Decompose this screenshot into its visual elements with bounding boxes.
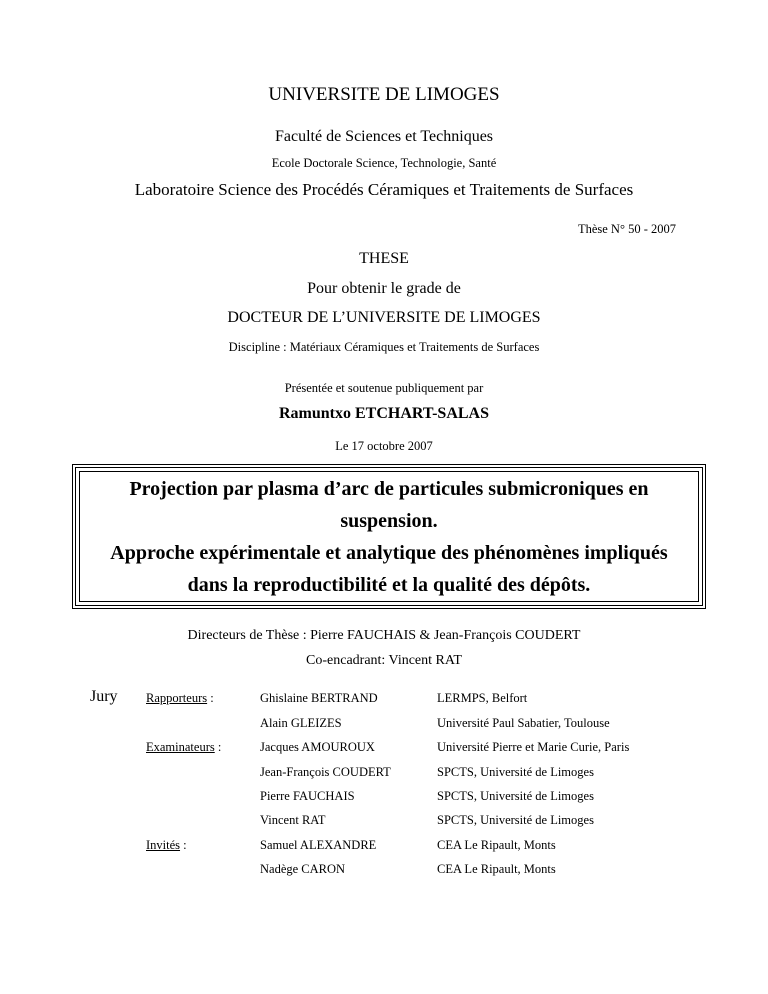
co-supervisor: Co-encadrant: Vincent RAT [306,653,462,668]
jury-role: Rapporteurs [146,691,208,705]
jury-member-name: Nadège CARON [260,862,346,876]
jury-role: Examinateurs [146,740,215,754]
thesis-title-line-2: suspension. [340,510,438,532]
jury-member-affiliation: LERMPS, Belfort [437,691,528,705]
jury-member-affiliation: SPCTS, Université de Limoges [437,813,594,827]
jury-member-affiliation: Université Pierre et Marie Curie, Paris [437,740,630,754]
thesis-title-line-1: Projection par plasma d’arc de particules submicroniques en [129,478,649,500]
faculty-name: Faculté de Sciences et Techniques [274,128,494,145]
thesis-directors: Directeurs de Thèse : Pierre FAUCHAIS & Jean-François COUDERT [187,628,581,643]
jury-member-affiliation: CEA Le Ripault, Monts [437,838,556,852]
degree-title: DOCTEUR DE L’UNIVERSITE DE LIMOGES [227,309,541,326]
jury-member-name: Alain GLEIZES [260,716,342,730]
author-name: Ramuntxo ETCHART-SALAS [278,405,489,422]
thesis-title-line-3: Approche expérimentale et analytique des phénomènes impliqués [110,542,668,564]
jury-member-name: Ghislaine BERTRAND [260,691,378,705]
doctoral-school: Ecole Doctorale Science, Technologie, Santé [271,156,497,170]
degree-intro: Pour obtenir le grade de [307,280,461,297]
defense-date: Le 17 octobre 2007 [335,439,433,453]
presented-by: Présentée et soutenue publiquement par [284,381,484,395]
jury-member-name: Samuel ALEXANDRE [260,838,377,852]
jury-role-separator: : [207,691,214,705]
jury-member-affiliation: CEA Le Ripault, Monts [437,862,556,876]
jury-member-name: Vincent RAT [260,813,326,827]
university-name: UNIVERSITE DE LIMOGES [268,84,500,105]
jury-label: Jury [90,688,118,705]
thesis-label: THESE [359,250,409,267]
jury-role-separator: : [180,838,187,852]
jury-member-name: Jean-François COUDERT [260,765,391,779]
discipline: Discipline : Matériaux Céramiques et Traitements de Surfaces [228,340,540,354]
laboratory-name: Laboratoire Science des Procédés Céramiques et Traitements de Surfaces [134,180,634,199]
jury-role: Invités [146,838,181,852]
jury-member-affiliation: SPCTS, Université de Limoges [437,765,594,779]
thesis-title-line-4: dans la reproductibilité et la qualité des dépôts. [187,574,591,596]
jury-member-affiliation: SPCTS, Université de Limoges [437,789,594,803]
title-frame [72,464,706,609]
jury-member-affiliation: Université Paul Sabatier, Toulouse [437,716,610,730]
thesis-number: Thèse N° 50 - 2007 [577,222,676,236]
jury-member-name: Pierre FAUCHAIS [260,789,355,803]
jury-role-separator: : [214,740,222,754]
jury-member-name: Jacques AMOUROUX [260,740,375,754]
